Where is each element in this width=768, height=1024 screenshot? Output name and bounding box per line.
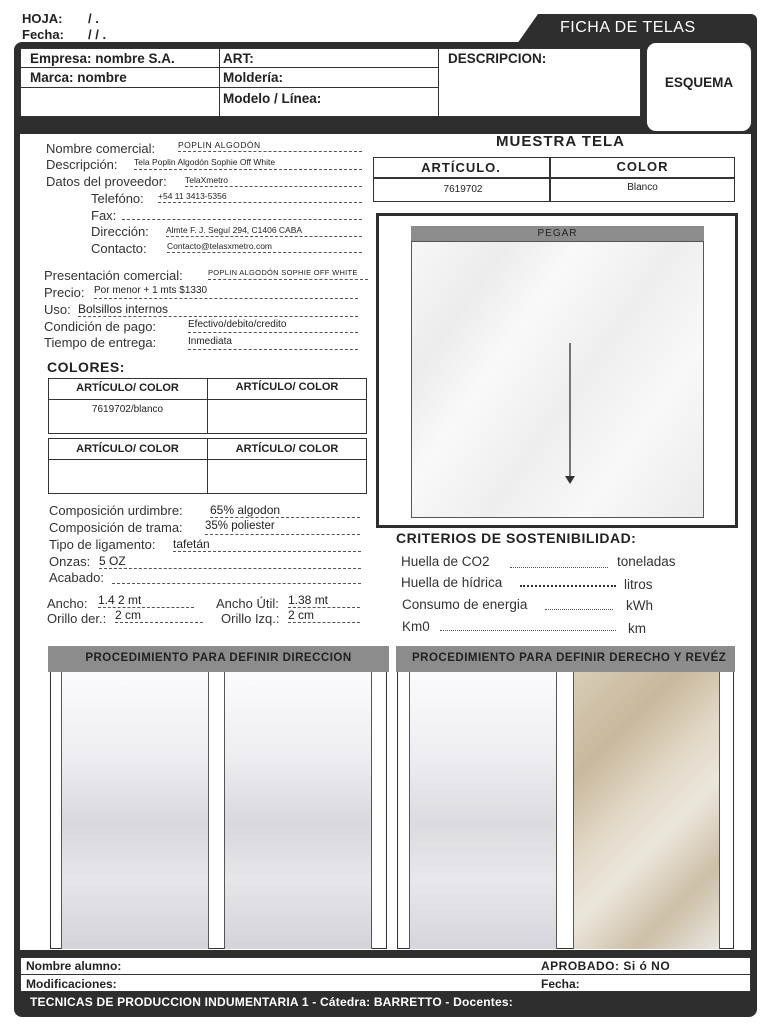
nombre-comercial-label: Nombre comercial: — [46, 141, 156, 156]
proveedor-label: Datos del proveedor: — [46, 174, 167, 189]
molderia-field: Moldería: — [223, 70, 284, 85]
telefono-label: Telefóno: — [91, 191, 144, 206]
color-header: COLOR — [616, 159, 669, 174]
energia-unit: kWh — [626, 598, 653, 613]
fecha-footer-label: Fecha: — [541, 977, 580, 991]
modelo-field: Modelo / Línea: — [223, 91, 322, 106]
direction-photo-1 — [61, 672, 209, 949]
empresa-field: Empresa: nombre S.A. — [30, 51, 175, 66]
condicion-label: Condición de pago: — [44, 319, 157, 334]
km0-unit: km — [628, 621, 646, 636]
contacto-label: Contacto: — [91, 241, 147, 256]
energia-line — [545, 609, 613, 610]
procedure-face-title: PROCEDIMIENTO PARA DEFINIR DERECHO Y REVÉZ — [412, 652, 727, 664]
trama-value: 35% poliester — [205, 520, 360, 535]
procedure-face-bar — [396, 646, 735, 672]
direction-arrow-icon — [560, 340, 580, 486]
nombre-comercial-value: POPLIN ALGODÓN — [178, 140, 362, 152]
orillo-der-value: 2 cm — [115, 608, 203, 623]
hidrica-line — [520, 585, 616, 587]
colores-header: ARTÍCULO/ COLOR — [235, 443, 339, 455]
descripcion-field: DESCRIPCION: — [448, 51, 547, 66]
energia-label: Consumo de energia — [402, 597, 528, 612]
orillo-izq-label: Orillo Izq.: — [221, 611, 280, 626]
colores-header: ARTÍCULO/ COLOR — [76, 443, 179, 455]
tiempo-label: Tiempo de entrega: — [44, 335, 157, 350]
orillo-izq-value: 2 cm — [288, 608, 360, 623]
co2-unit: toneladas — [617, 554, 676, 569]
contacto-value: Contacto@telasxmetro.com — [167, 241, 362, 253]
articulo-header: ARTÍCULO. — [421, 160, 501, 175]
telefono-value: +54 11 3413-5356 — [158, 191, 362, 203]
fabric-sample-image — [411, 241, 704, 518]
articulo-value: 7619702 — [443, 184, 483, 195]
precio-value: Por menor + 1 mts $1330 — [94, 285, 358, 299]
marca-field: Marca: nombre — [30, 70, 127, 85]
sostenibilidad-title: CRITERIOS DE SOSTENIBILIDAD: — [396, 530, 637, 546]
colores-title: COLORES: — [47, 359, 125, 375]
colores-header: ARTÍCULO/ COLOR — [235, 381, 339, 393]
ancho-util-value: 1.38 mt — [288, 593, 360, 608]
fax-label: Fax: — [91, 208, 117, 223]
hoja-value: / . — [88, 11, 99, 26]
direccion-value: Almte F. J. Seguí 294, C1406 CABA — [166, 225, 362, 237]
direction-photo-2 — [224, 672, 372, 949]
urdimbre-value: 65% algodon — [210, 503, 360, 518]
ancho-util-label: Ancho Útil: — [216, 596, 279, 611]
color-value: Blanco — [627, 182, 658, 193]
hoja-label: HOJA: — [22, 11, 63, 26]
page-title: FICHA DE TELAS — [560, 19, 696, 36]
descripcion-value: Tela Poplin Algodón Sophie Off White — [134, 157, 362, 170]
pegar-label: PEGAR — [411, 226, 704, 241]
acabado-value — [112, 570, 361, 584]
fax-value — [122, 208, 362, 220]
colores-header: ARTÍCULO/ COLOR — [76, 382, 179, 394]
ligamento-label: Tipo de ligamento: — [49, 537, 156, 552]
muestra-title: MUESTRA TELA — [496, 133, 625, 150]
acabado-label: Acabado: — [49, 570, 104, 585]
presentacion-value: POPLIN ALGODÓN SOPHIE OFF WHITE — [208, 268, 368, 280]
trama-label: Composición de trama: — [49, 520, 183, 535]
hidrica-unit: litros — [624, 577, 653, 592]
uso-value: Bolsillos internos — [78, 302, 358, 317]
tiempo-value: Inmediata — [188, 336, 358, 350]
catedra-line: TECNICAS DE PRODUCCION INDUMENTARIA 1 - Cátedra: BARRETTO - Docentes: — [30, 995, 513, 1009]
co2-line — [510, 567, 608, 568]
onzas-value: 5 OZ — [99, 554, 361, 569]
descripcion-label: Descripción: — [46, 157, 118, 172]
presentacion-label: Presentación comercial: — [44, 268, 183, 283]
ligamento-value: tafetán — [173, 537, 361, 552]
color-cell-1: 7619702/blanco — [91, 404, 164, 415]
ancho-label: Ancho: — [47, 596, 88, 611]
nombre-alumno-label: Nombre alumno: — [26, 959, 122, 973]
km0-label: Km0 — [402, 619, 430, 634]
uso-label: Uso: — [44, 302, 71, 317]
ancho-value: 1.4 2 mt — [98, 593, 194, 608]
art-field: ART: — [223, 51, 254, 66]
fecha-label: Fecha: — [22, 27, 64, 42]
co2-label: Huella de CO2 — [401, 554, 490, 569]
km0-line — [440, 630, 616, 631]
hidrica-label: Huella de hídrica — [401, 575, 503, 590]
esquema-label: ESQUEMA — [664, 75, 734, 90]
direccion-label: Dirección: — [91, 224, 149, 239]
precio-label: Precio: — [44, 285, 85, 300]
modificaciones-label: Modificaciones: — [26, 977, 117, 991]
procedure-direction-title: PROCEDIMIENTO PARA DEFINIR DIRECCIÓN — [85, 652, 352, 664]
face-photo-right — [409, 672, 557, 949]
face-photo-back — [573, 672, 720, 949]
fecha-value: / / . — [88, 27, 107, 42]
proveedor-value: TelaXmetro — [185, 175, 362, 187]
orillo-der-label: Orillo der.: — [47, 611, 107, 626]
condicion-value: Efectivo/debito/credito — [188, 319, 358, 333]
urdimbre-label: Composición urdimbre: — [49, 503, 183, 518]
aprobado-label: APROBADO: Si ó NO — [541, 959, 671, 973]
onzas-label: Onzas: — [49, 554, 91, 569]
